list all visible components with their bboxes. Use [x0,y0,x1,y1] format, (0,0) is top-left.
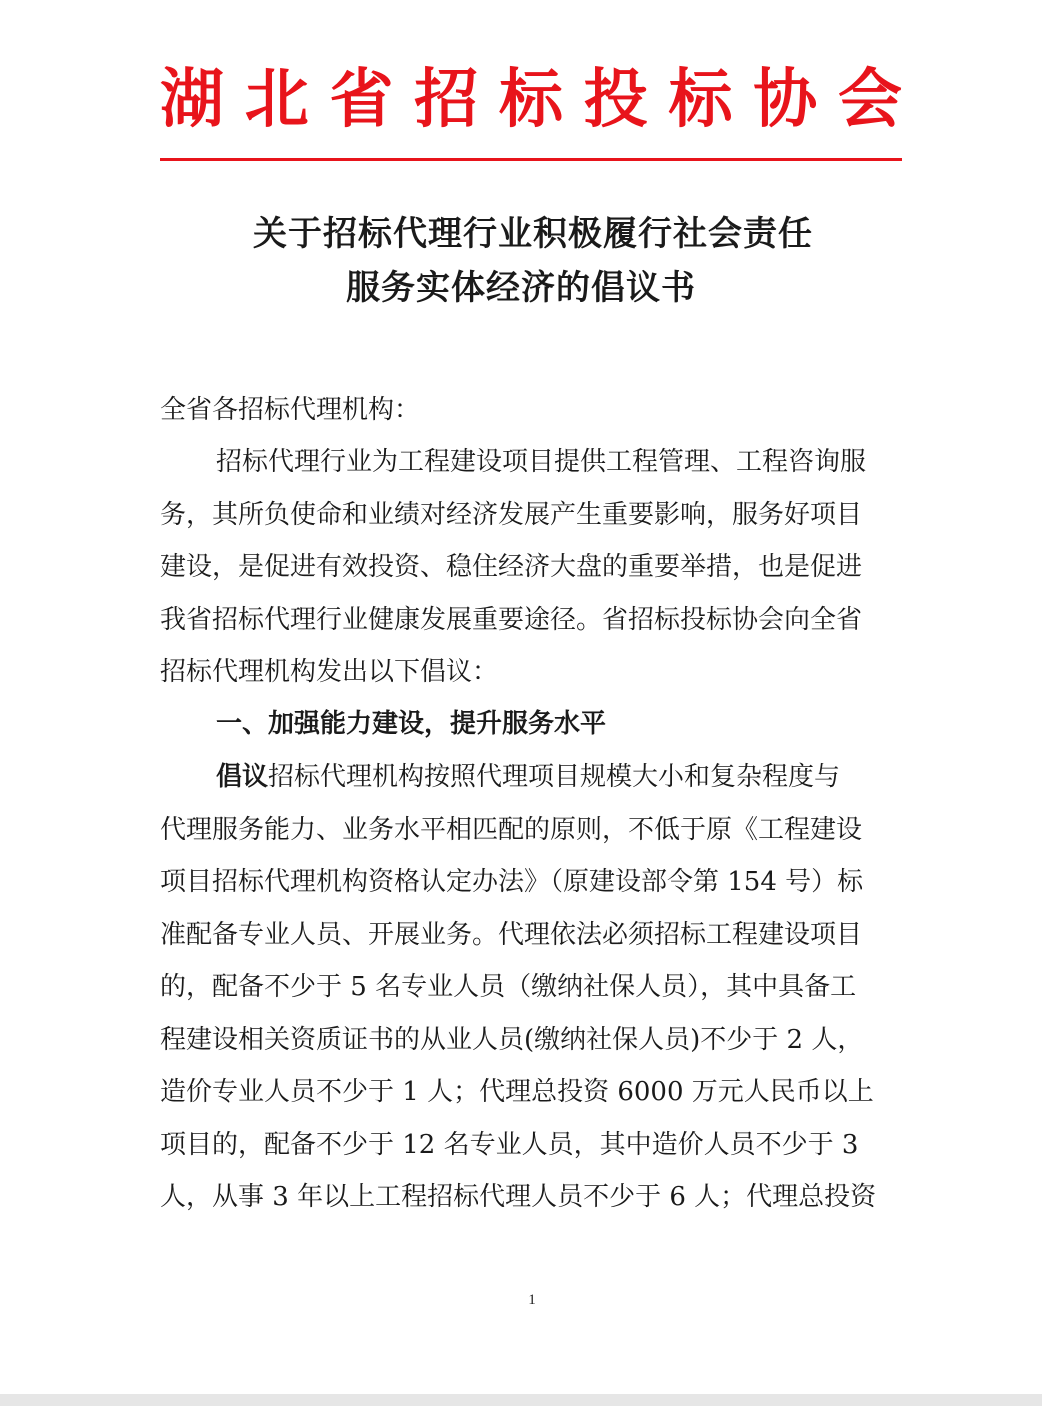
section-heading: 一、加强能力建设，提升服务水平 [216,709,607,739]
text-line: 人，从事 3 年以上工程招标代理人员不少于 6 人；代理总投资 [160,1182,877,1212]
bold-lead: 倡议 [216,762,269,792]
masthead-char: 北 [244,63,309,137]
text-line: 程建设相关资质证书的从业人员(缴纳社保人员)不少于 2 人， [160,1024,864,1055]
text-line: 务，其所负使命和业绩对经济发展产生重要影响，服务好项目 [160,499,863,530]
text-line: 招标代理机构发出以下倡议： [160,657,499,687]
text-line: 项目的，配备不少于 12 名专业人员，其中造价人员不少于 3 [160,1129,859,1160]
masthead-char: 标 [668,63,733,137]
document-title-line-1: 关于招标代理行业积极履行社会责任 [253,214,813,254]
paragraph-section-1 [160,751,908,1224]
document-title-line-2: 服务实体经济的倡议书 [346,268,696,308]
text-line: 准配备专业人员、开展业务。代理依法必须招标工程建设项目 [160,919,863,950]
salutation-line: 全省各招标代理机构： [160,395,421,425]
text-line [160,751,908,804]
text-line: 造价专业人员不少于 1 人；代理总投资 6000 万元人民币以上 [160,1077,874,1107]
masthead-char: 湖 [160,63,224,137]
text-line: 我省招标代理行业健康发展重要途径。省招标投标协会向全省 [160,604,863,635]
masthead-char: 省 [329,63,394,137]
masthead-char: 协 [753,63,818,137]
section-1 [160,698,908,751]
org-masthead [160,60,902,140]
masthead-divider [160,158,902,161]
paragraph-intro [160,436,908,699]
viewer-bottom-edge [0,1394,1042,1406]
masthead-char: 会 [838,63,902,137]
text-line: 代理服务能力、业务水平相匹配的原则，不低于原《工程建设 [160,814,863,845]
text-fragment: 招标代理机构按照代理项目规模大小和复杂程度与 [268,762,841,792]
salutation [160,384,908,437]
text-line: 的，配备不少于 5 名专业人员（缴纳社保人员），其中具备工 [160,972,857,1002]
masthead-char: 投 [583,63,648,137]
masthead-char: 标 [499,63,563,137]
text-line: 项目招标代理机构资格认定办法》（原建设部令第 154 号）标 [160,867,864,897]
page-number: 1 [528,1292,536,1308]
masthead-char: 招 [414,63,479,137]
text-line: 建设，是促进有效投资、稳住经济大盘的重要举措，也是促进 [160,552,863,582]
text-line: 招标代理行业为工程建设项目提供工程管理、工程咨询服 [216,447,867,477]
